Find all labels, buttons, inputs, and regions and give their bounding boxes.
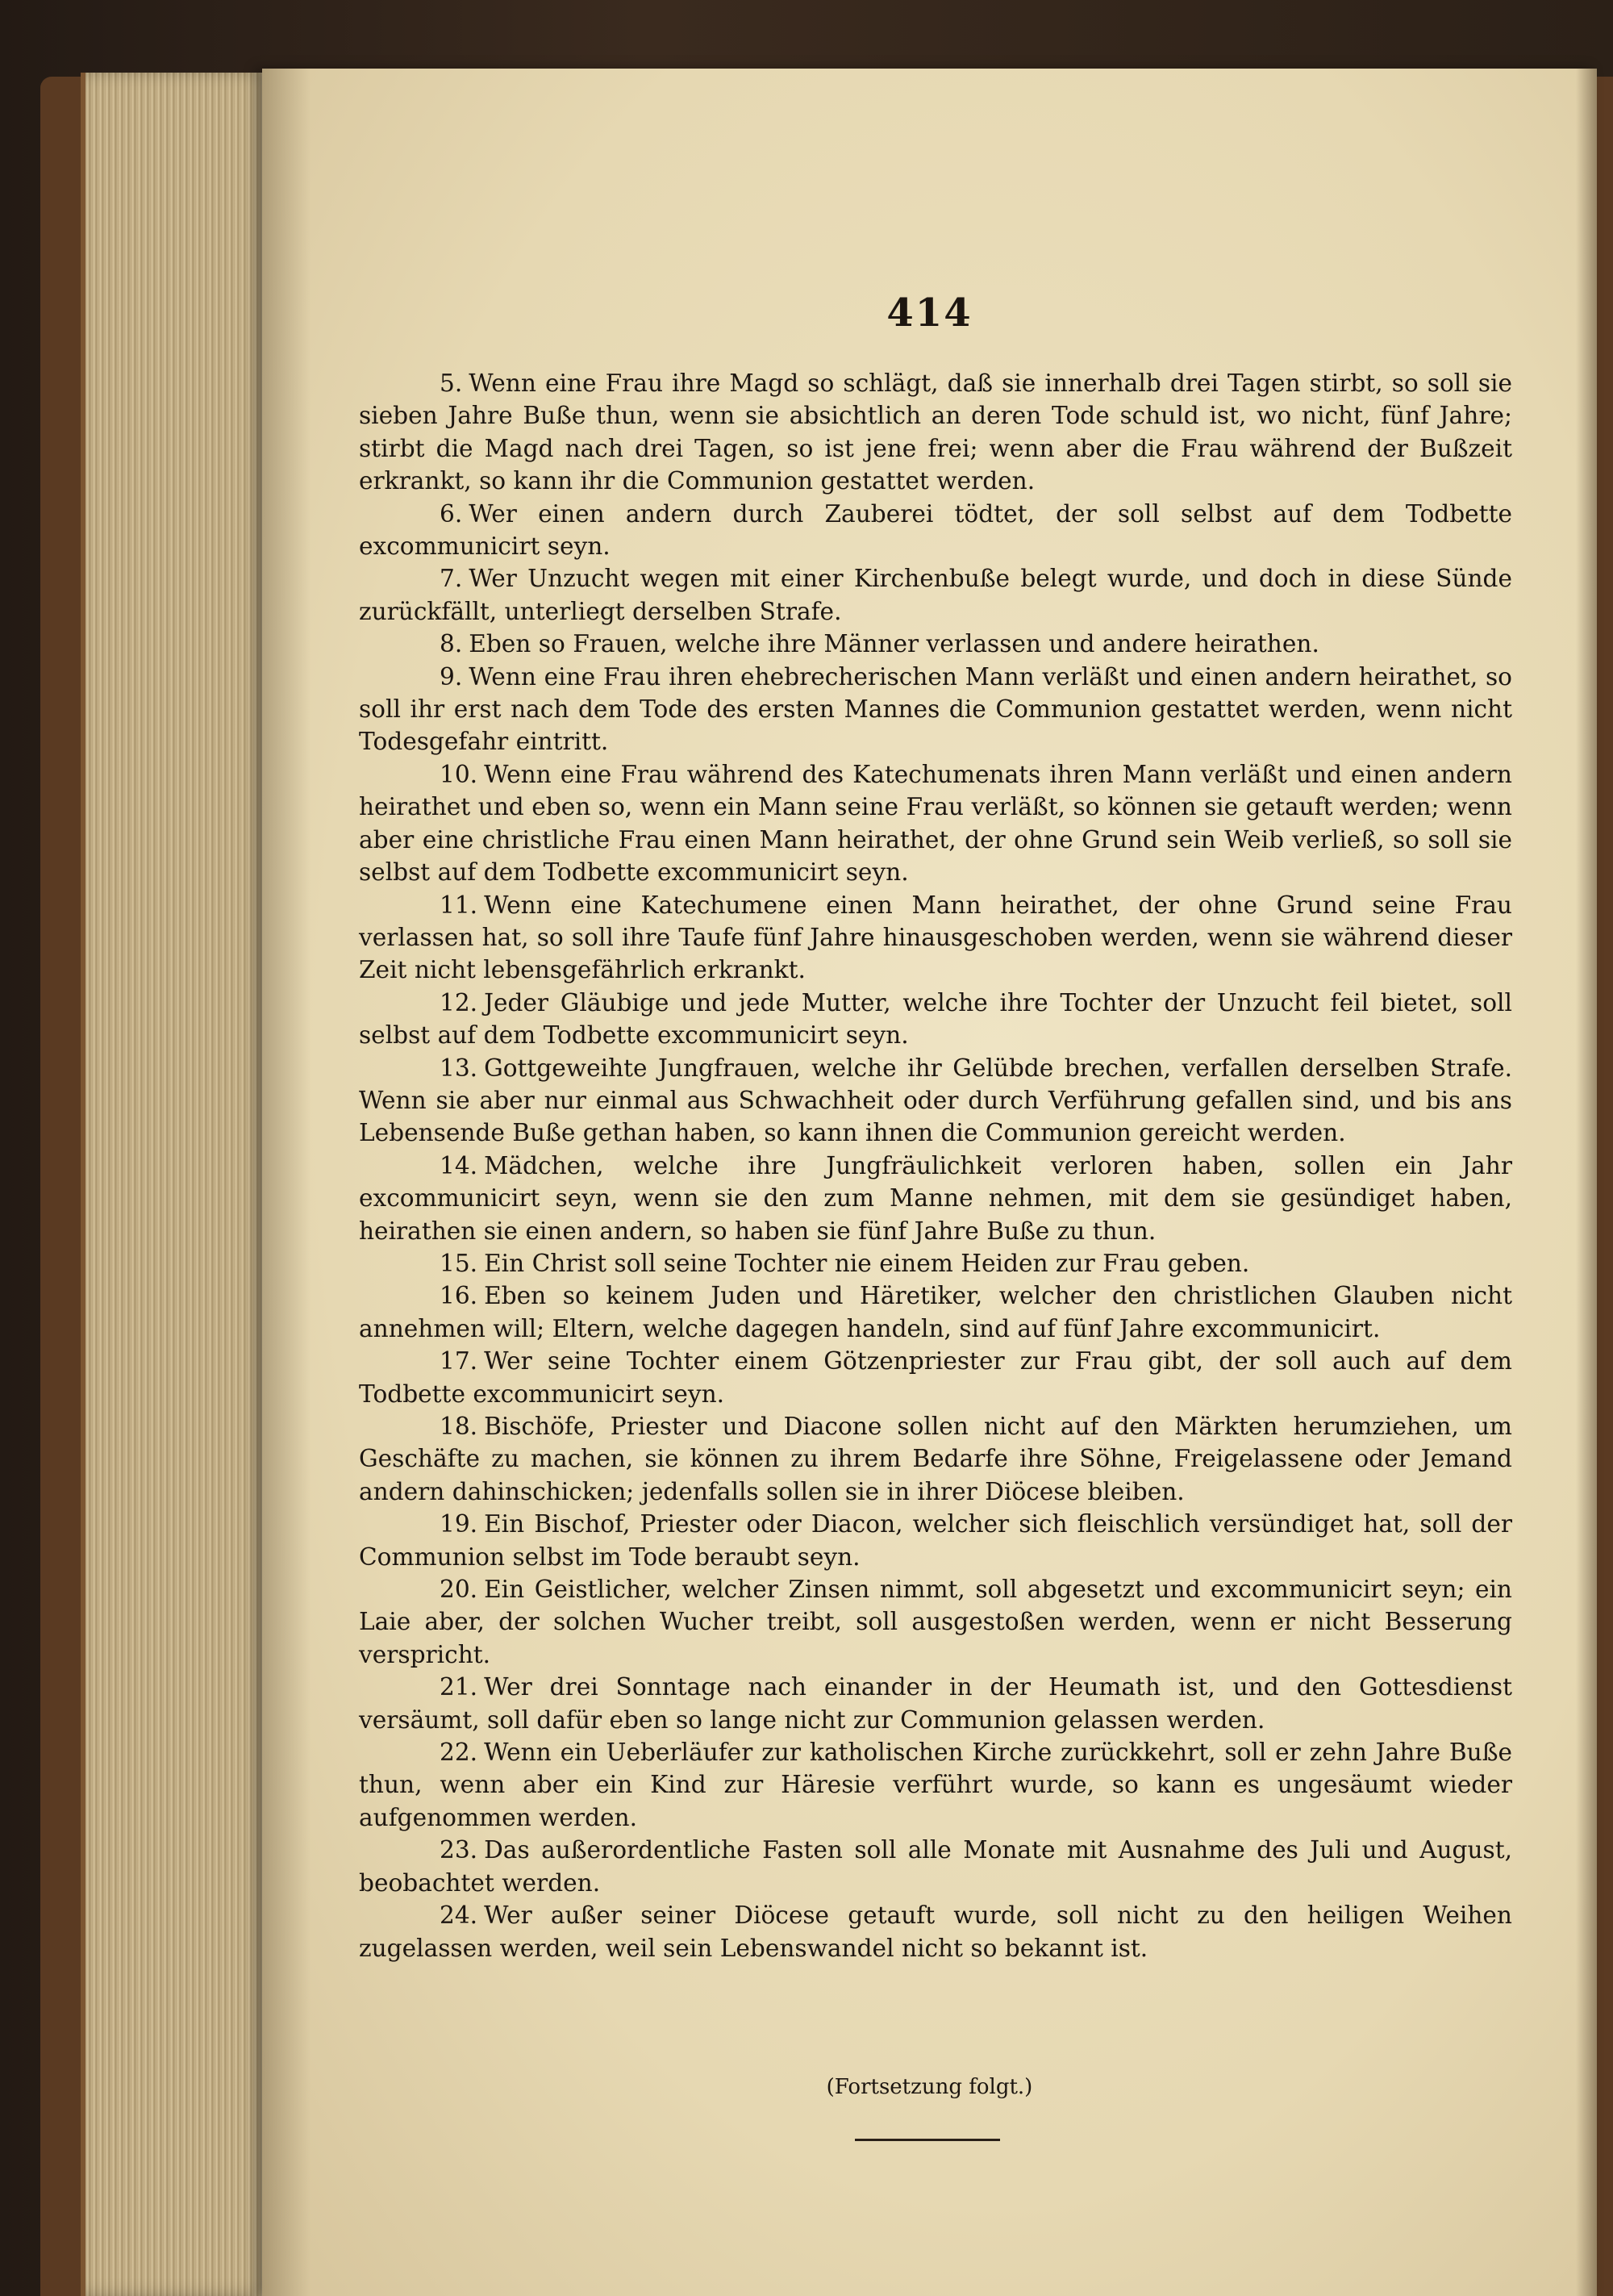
paragraph-23 — [359, 1834, 1512, 1899]
paragraph-15 — [359, 1247, 1512, 1279]
paragraph-8 — [359, 628, 1512, 660]
paragraph-number: 24. — [440, 1902, 478, 1930]
paragraph-number: 8. — [440, 630, 463, 658]
paragraph-number: 20. — [440, 1576, 478, 1604]
paragraph-text: Das außerordentliche Fasten soll alle Monate mit Ausnahme des Juli und August, beobachtet werden. — [359, 1836, 1512, 1897]
paragraph-number: 6. — [440, 499, 463, 528]
page-edges — [81, 73, 271, 2296]
paragraph-text: Gottgeweihte Jungfrauen, welche ihr Gelübde brechen, verfallen derselben Strafe. Wenn sie aber nur einmal aus Schwachheit oder durch Verführung gefallen sind, und bis ans Lebensende Buße gethan haben, so kann ihnen die Communion gereicht werden. — [359, 1054, 1512, 1147]
paragraph-number: 22. — [440, 1739, 478, 1767]
paragraph-number: 10. — [440, 760, 478, 788]
paragraph-18 — [359, 1410, 1512, 1508]
paragraph-text: Wer einen andern durch Zauberei tödtet, der soll selbst auf dem Todbette excommunicirt seyn. — [359, 499, 1512, 561]
paragraph-number: 13. — [440, 1054, 478, 1082]
paragraph-text: Wer außer seiner Diöcese getauft wurde, soll nicht zu den heiligen Weihen zugelassen werden, weil sein Lebenswandel nicht so bekannt ist. — [359, 1902, 1512, 1962]
paragraph-text: Ein Geistlicher, welcher Zinsen nimmt, soll abgesetzt und excommunicirt seyn; ein Laie aber, der solchen Wucher treibt, soll ausgestoßen werden, wenn er nicht Besserung verspricht. — [359, 1576, 1512, 1668]
paragraph-number: 23. — [440, 1836, 478, 1864]
paragraph-number: 18. — [440, 1413, 478, 1440]
paragraph-text: Wenn eine Frau ihren ehebrecherischen Mann verläßt und einen andern heirathet, so soll ihr erst nach dem Tode des ersten Mannes die Communion gestattet werden, wenn nicht Todesgefahr eintritt. — [359, 662, 1512, 756]
paragraph-24 — [359, 1899, 1512, 1964]
paragraph-text: Eben so Frauen, welche ihre Männer verlassen und andere heirathen. — [469, 630, 1319, 658]
paragraph-number: 17. — [440, 1347, 478, 1376]
paragraph-text: Bischöfe, Priester und Diacone sollen nicht auf den Märkten herumziehen, um Geschäfte zu machen, sie können zu ihrem Bedarfe ihre Söhne, Freigelassene oder Jemand andern dahinschicken; jedenfalls sollen sie in ihrer Diöcese bleiben. — [359, 1413, 1512, 1505]
paragraph-10 — [359, 758, 1512, 889]
page-number: 414 — [886, 290, 973, 336]
paragraph-21 — [359, 1671, 1512, 1736]
gutter-shadow — [262, 69, 311, 2296]
paragraph-17 — [359, 1345, 1512, 1410]
paragraph-7 — [359, 562, 1512, 628]
paragraph-text: Wenn ein Ueberläufer zur katholischen Kirche zurückkehrt, soll er zehn Jahre Buße thun, wenn aber ein Kind zur Häresie verführt wurde, so kann es ungesäumt wieder aufgenommen werden. — [359, 1739, 1512, 1831]
paragraph-text: Mädchen, welche ihre Jungfräulichkeit verloren haben, sollen ein Jahr excommunicirt seyn, wenn sie den zum Manne nehmen, mit dem sie gesündiget haben, heirathen sie einen andern, so haben sie fünf Jahre Buße zu thun. — [359, 1151, 1512, 1245]
paragraph-20 — [359, 1573, 1512, 1671]
paragraph-text: Wer drei Sonntage nach einander in der Heumath ist, und den Gottesdienst versäumt, soll dafür eben so lange nicht zur Communion gelassen werden. — [359, 1673, 1512, 1734]
continuation-note: (Fortsetzung folgt.) — [826, 2075, 1033, 2099]
paragraph-text: Ein Christ soll seine Tochter nie einem Heiden zur Frau geben. — [484, 1249, 1250, 1277]
paragraph-number: 19. — [440, 1510, 478, 1538]
paragraph-22 — [359, 1736, 1512, 1834]
paragraph-number: 5. — [440, 369, 463, 397]
paragraph-16 — [359, 1279, 1512, 1345]
paragraph-number: 16. — [440, 1282, 478, 1310]
paragraph-number: 14. — [440, 1151, 478, 1179]
paragraph-text: Eben so keinem Juden und Häretiker, welcher den christlichen Glauben nicht annehmen will; Eltern, welche dagegen handeln, sind auf fünf Jahre excommunicirt. — [359, 1282, 1512, 1342]
paragraph-text: Wenn eine Frau ihre Magd so schlägt, daß sie innerhalb drei Tagen stirbt, so soll sie sieben Jahre Buße thun, wenn sie absichtlich an deren Tode schuld ist, wo nicht, fünf Jahre; stirbt die Magd nach drei Tagen, so ist jene frei; wenn aber die Frau während der Bußzeit erkrankt, so kann ihr die Communion gestattet werden. — [359, 369, 1512, 495]
book-page — [262, 69, 1597, 2296]
paragraph-12 — [359, 987, 1512, 1052]
paragraph-19 — [359, 1508, 1512, 1573]
paragraph-13 — [359, 1052, 1512, 1150]
body-text — [359, 367, 1512, 1964]
paragraph-text: Ein Bischof, Priester oder Diacon, welcher sich fleischlich versündiget hat, soll der Communion selbst im Tode beraubt seyn. — [359, 1510, 1512, 1571]
paragraph-9 — [359, 661, 1512, 758]
paragraph-text: Jeder Gläubige und jede Mutter, welche ihre Tochter der Unzucht feil bietet, soll selbst auf dem Todbette excommunicirt seyn. — [359, 988, 1512, 1050]
paragraph-number: 7. — [440, 565, 463, 593]
paragraph-6 — [359, 498, 1512, 563]
paragraph-text: Wer seine Tochter einem Götzenpriester zur Frau gibt, der soll auch auf dem Todbette excommunicirt seyn. — [359, 1347, 1512, 1408]
paragraph-number: 21. — [440, 1673, 478, 1701]
paragraph-number: 12. — [440, 988, 478, 1017]
separator-rule — [855, 2139, 1000, 2141]
page-right-edge — [1576, 69, 1597, 2296]
paragraph-5 — [359, 367, 1512, 498]
paragraph-number: 11. — [440, 891, 478, 919]
paragraph-text: Wenn eine Frau während des Katechumenats ihren Mann verläßt und einen andern heirathet und eben so, wenn ein Mann seine Frau verläßt, so können sie getauft werden; wenn aber eine christliche Frau einen Mann heirathet, der ohne Grund sein Weib verließ, so soll sie selbst auf dem Todbette excommunicirt seyn. — [359, 760, 1512, 887]
paragraph-number: 15. — [440, 1249, 478, 1277]
paragraph-number: 9. — [440, 662, 463, 691]
paragraph-14 — [359, 1150, 1512, 1247]
paragraph-text: Wer Unzucht wegen mit einer Kirchenbuße belegt wurde, und doch in diese Sünde zurückfällt, unterliegt derselben Strafe. — [359, 565, 1512, 625]
paragraph-11 — [359, 889, 1512, 987]
paragraph-text: Wenn eine Katechumene einen Mann heirathet, der ohne Grund seine Frau verlassen hat, so soll ihre Taufe fünf Jahre hinausgeschoben werden, wenn sie während dieser Zeit nicht lebensgefährlich erkrankt. — [359, 891, 1512, 984]
